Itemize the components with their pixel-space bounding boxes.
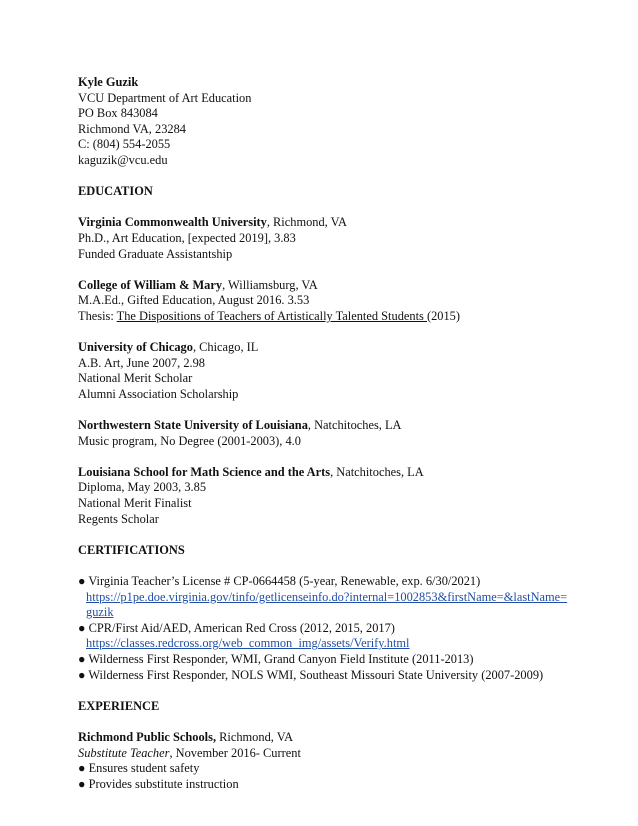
- education-detail: Funded Graduate Assistantship: [78, 246, 233, 261]
- school-name: Northwestern State University of Louisiana: [78, 418, 308, 433]
- education-entry: [78, 215, 578, 262]
- education-detail: Alumni Association Scholarship: [78, 386, 239, 401]
- thesis-title: The Dispositions of Teachers of Artistically Talented Students: [116, 308, 427, 323]
- school-location: , Chicago, IL: [192, 340, 259, 355]
- contact-email: kaguzik@vcu.edu: [78, 152, 168, 167]
- education-detail: National Merit Finalist: [78, 496, 192, 511]
- education-detail: Diploma, May 2003, 3.85: [78, 480, 207, 495]
- education-detail: Regents Scholar: [78, 511, 159, 526]
- education-detail: Ph.D., Art Education, [expected 2019], 3.83: [78, 230, 296, 245]
- education-detail: M.A.Ed., Gifted Education, August 2016. 3.53: [78, 293, 310, 308]
- education-detail: Music program, No Degree (2001-2003), 4.0: [78, 433, 301, 448]
- education-detail: A.B. Art, June 2007, 2.98: [78, 355, 206, 370]
- license-verify-link[interactable]: https://p1pe.doe.virginia.gov/tinfo/getlicenseinfo.do?internal=1002853&firstName=&lastName=guzik: [86, 589, 568, 620]
- certification-item: ● Virginia Teacher’s License # CP-0664458 (5-year, Renewable, exp. 6/30/2021): [78, 574, 481, 588]
- experience-bullet: ● Provides substitute instruction: [78, 776, 239, 791]
- thesis-year: (2015): [426, 308, 460, 323]
- education-detail: National Merit Scholar: [78, 371, 193, 386]
- contact-dept: VCU Department of Art Education: [78, 90, 252, 105]
- experience-heading: EXPERIENCE: [78, 698, 160, 713]
- school-name: Louisiana School for Math Science and the Arts: [78, 464, 331, 479]
- certifications-heading: CERTIFICATIONS: [78, 542, 185, 557]
- employer-name: Richmond Public Schools,: [78, 729, 217, 744]
- education-heading: EDUCATION: [78, 184, 153, 199]
- school-location: , Richmond, VA: [266, 215, 347, 230]
- employer-location: Richmond, VA: [216, 729, 294, 744]
- certification-item: ● Wilderness First Responder, NOLS WMI, Southeast Missouri State University (2007-2009): [78, 667, 544, 682]
- job-role: Substitute Teacher: [78, 745, 170, 760]
- education-entry: [78, 418, 578, 449]
- thesis-label: Thesis:: [78, 308, 117, 323]
- school-location: , Williamsburg, VA: [222, 277, 318, 292]
- contact-city: Richmond VA, 23284: [78, 121, 186, 136]
- cpr-verify-link[interactable]: https://classes.redcross.org/web_common_img/assets/Verify.html: [86, 636, 410, 651]
- school-location: , Natchitoches, LA: [307, 418, 402, 433]
- contact-box: PO Box 843084: [78, 106, 158, 121]
- education-entry: [78, 340, 578, 402]
- certification-item: ● Wilderness First Responder, WMI, Grand Canyon Field Institute (2011-2013): [78, 651, 474, 666]
- education-entry: [78, 278, 578, 325]
- school-name: University of Chicago: [78, 340, 193, 355]
- contact-name: Kyle Guzik: [78, 75, 139, 89]
- school-name: College of William & Mary: [78, 277, 223, 292]
- resume-page: [78, 75, 578, 792]
- school-location: , Natchitoches, LA: [330, 464, 424, 479]
- thesis-line: [78, 309, 578, 325]
- job-dates: , November 2016- Current: [169, 745, 301, 760]
- contact-phone: C: (804) 554-2055: [78, 137, 171, 152]
- certification-item: ● CPR/First Aid/AED, American Red Cross (2012, 2015, 2017): [78, 620, 395, 635]
- experience-bullet: ● Ensures student safety: [78, 761, 200, 776]
- education-entry: [78, 465, 578, 527]
- contact-block: [78, 75, 578, 169]
- school-name: Virginia Commonwealth University: [78, 215, 267, 230]
